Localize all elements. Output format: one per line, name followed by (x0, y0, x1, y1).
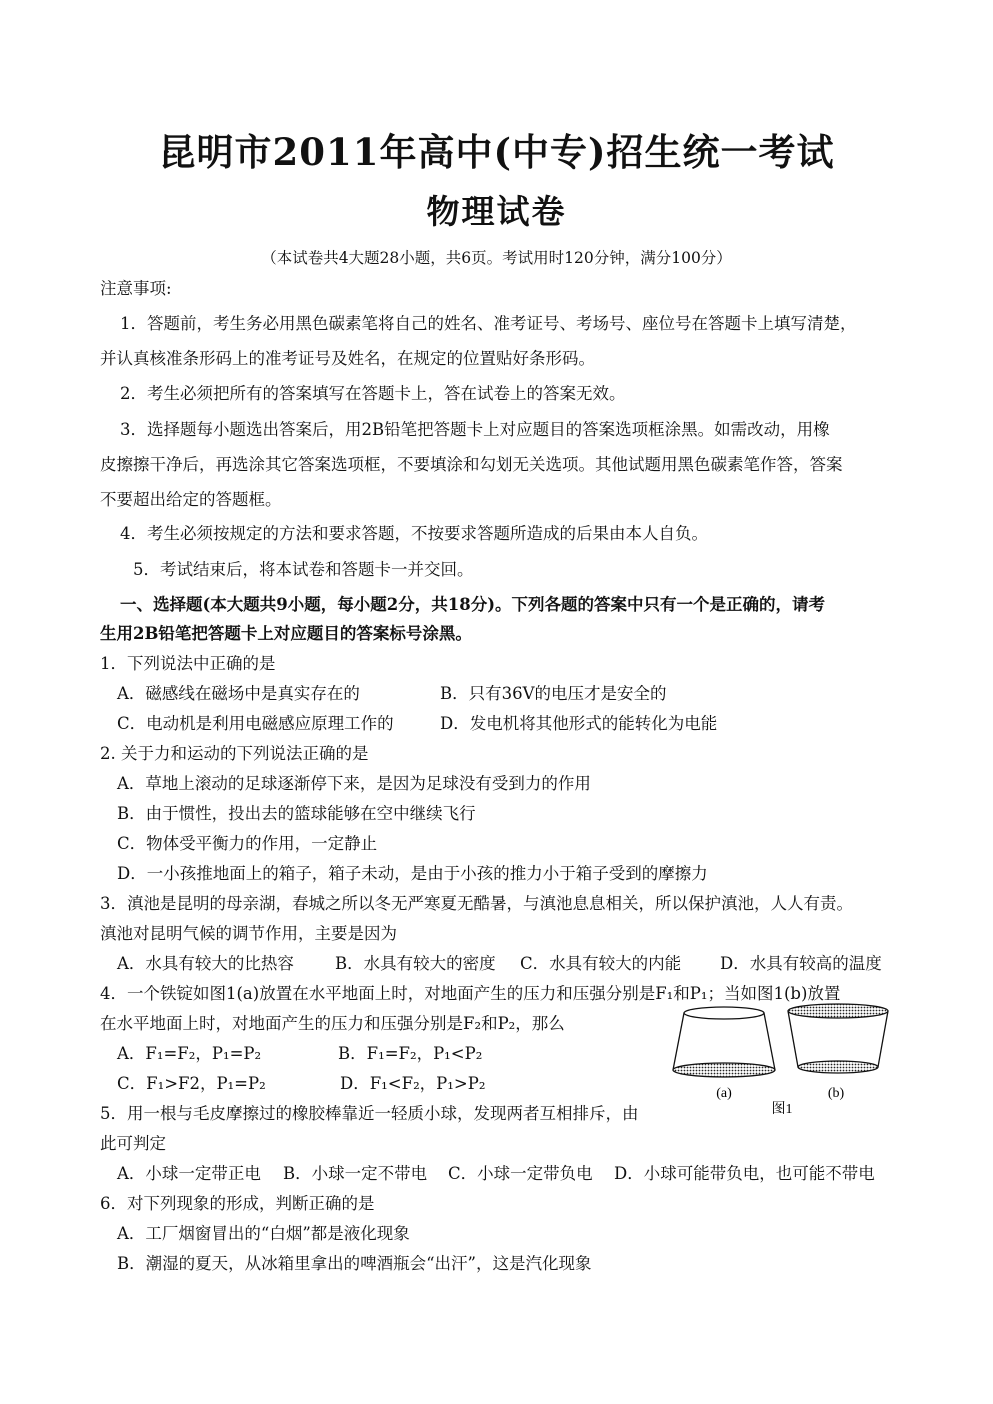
ingot-a (673, 1007, 775, 1077)
q5-option-c: C．小球一定带负电 (448, 1164, 593, 1183)
q1-option-d: D．发电机将其他形式的能转化为电能 (440, 714, 718, 733)
note-3-line-2: 皮擦擦干净后，再选涂其它答案选项框，不要填涂和勾划无关选项。其他试题用黑色碳素笔作答，答案 (100, 455, 843, 474)
page-subtitle: 物理试卷 (426, 192, 567, 231)
q4-option-c: C．F₁>F2，P₁=P₂ (117, 1074, 266, 1093)
q3-option-c: C．水具有较大的内能 (520, 954, 682, 973)
q3-stem-line-2: 滇池对昆明气候的调节作用，主要是因为 (100, 924, 397, 943)
section-1-heading-line-1: 一、选择题(本大题共9小题，每小题2分，共18分)。下列各题的答案中只有一个是正确的，请考 (120, 595, 826, 614)
q4-stem-line-1: 4．一个铁锭如图1(a)放置在水平地面上时，对地面产生的压力和压强分别是F₁和P₁；当如图1(b)放置 (100, 984, 841, 1003)
q3-option-b: B．水具有较大的密度 (335, 954, 496, 973)
q4-option-b: B．F₁=F₂，P₁<P₂ (338, 1044, 483, 1063)
q5-option-d: D．小球可能带负电，也可能不带电 (614, 1164, 875, 1183)
q2-option-c: C．物体受平衡力的作用，一定静止 (117, 834, 378, 853)
note-1-line-2: 并认真核准条形码上的准考证号及姓名，在规定的位置贴好条形码。 (100, 349, 595, 368)
ingot-b (788, 1004, 888, 1073)
figure-label-a: (a) (716, 1086, 732, 1101)
q5-stem-line-1: 5．用一根与毛皮摩擦过的橡胶棒靠近一轻质小球，发现两者互相排斥，由 (100, 1104, 639, 1123)
note-3-line-3: 不要超出给定的答题框。 (100, 490, 282, 509)
q5-stem-line-2: 此可判定 (100, 1134, 166, 1153)
q4-option-a: A．F₁=F₂，P₁=P₂ (117, 1044, 262, 1063)
q3-option-a: A．水具有较大的比热容 (117, 954, 294, 973)
q1-stem: 1．下列说法中正确的是 (100, 654, 276, 673)
note-5: 5．考试结束后，将本试卷和答题卡一并交回。 (133, 560, 474, 579)
section-1-heading-line-2: 生用2B铅笔把答题卡上对应题目的答案标号涂黑。 (100, 624, 472, 643)
q2-stem: 2. 关于力和运动的下列说法正确的是 (100, 744, 369, 763)
q1-option-c: C．电动机是利用电磁感应原理工作的 (117, 714, 394, 733)
q1-option-a: A．磁感线在磁场中是真实存在的 (117, 684, 360, 703)
q6-stem: 6．对下列现象的形成，判断正确的是 (100, 1194, 375, 1213)
q6-option-b: B．潮湿的夏天，从冰箱里拿出的啤酒瓶会“出汗”，这是汽化现象 (117, 1254, 592, 1273)
q3-option-d: D．水具有较高的温度 (720, 954, 882, 973)
q2-option-a: A．草地上滚动的足球逐渐停下来，是因为足球没有受到力的作用 (117, 774, 591, 793)
q5-option-a: A．小球一定带正电 (117, 1164, 261, 1183)
note-3-line-1: 3．选择题每小题选出答案后，用2B铅笔把答题卡上对应题目的答案选项框涂黑。如需改动，用橡 (120, 420, 830, 439)
figure-1-drawing (668, 1000, 898, 1120)
figure-label-b: (b) (827, 1086, 845, 1101)
q6-option-a: A．工厂烟窗冒出的“白烟”都是液化现象 (117, 1224, 410, 1243)
figure-1 (668, 1000, 898, 1120)
q2-option-d: D．一小孩推地面上的箱子，箱子未动，是由于小孩的推力小于箱子受到的摩擦力 (117, 864, 708, 883)
exam-info: （本试卷共4大题28小题，共6页。考试用时120分钟，满分100分） (261, 249, 732, 267)
q4-stem-line-2: 在水平地面上时，对地面产生的压力和压强分别是F₂和P₂，那么 (100, 1014, 565, 1033)
note-1-line-1: 1．答题前，考生务必用黑色碳素笔将自己的姓名、准考证号、考场号、座位号在答题卡上填写清楚， (120, 314, 857, 333)
figure-caption: 图1 (771, 1102, 793, 1117)
page-title: 昆明市2011年高中(中专)招生统一考试 (158, 130, 835, 174)
q2-option-b: B．由于惯性，投出去的篮球能够在空中继续飞行 (117, 804, 476, 823)
note-2: 2．考生必须把所有的答案填写在答题卡上，答在试卷上的答案无效。 (120, 384, 626, 403)
notes-heading: 注意事项: (100, 279, 172, 298)
q4-option-d: D．F₁<F₂，P₁>P₂ (340, 1074, 486, 1093)
q3-stem-line-1: 3．滇池是昆明的母亲湖，春城之所以冬无严寒夏无酷暑，与滇池息息相关，所以保护滇池，人人有责。 (100, 894, 853, 913)
note-4: 4．考生必须按规定的方法和要求答题，不按要求答题所造成的后果由本人自负。 (120, 524, 708, 543)
q1-option-b: B．只有36V的电压才是安全的 (440, 684, 667, 703)
q5-option-b: B．小球一定不带电 (283, 1164, 428, 1183)
